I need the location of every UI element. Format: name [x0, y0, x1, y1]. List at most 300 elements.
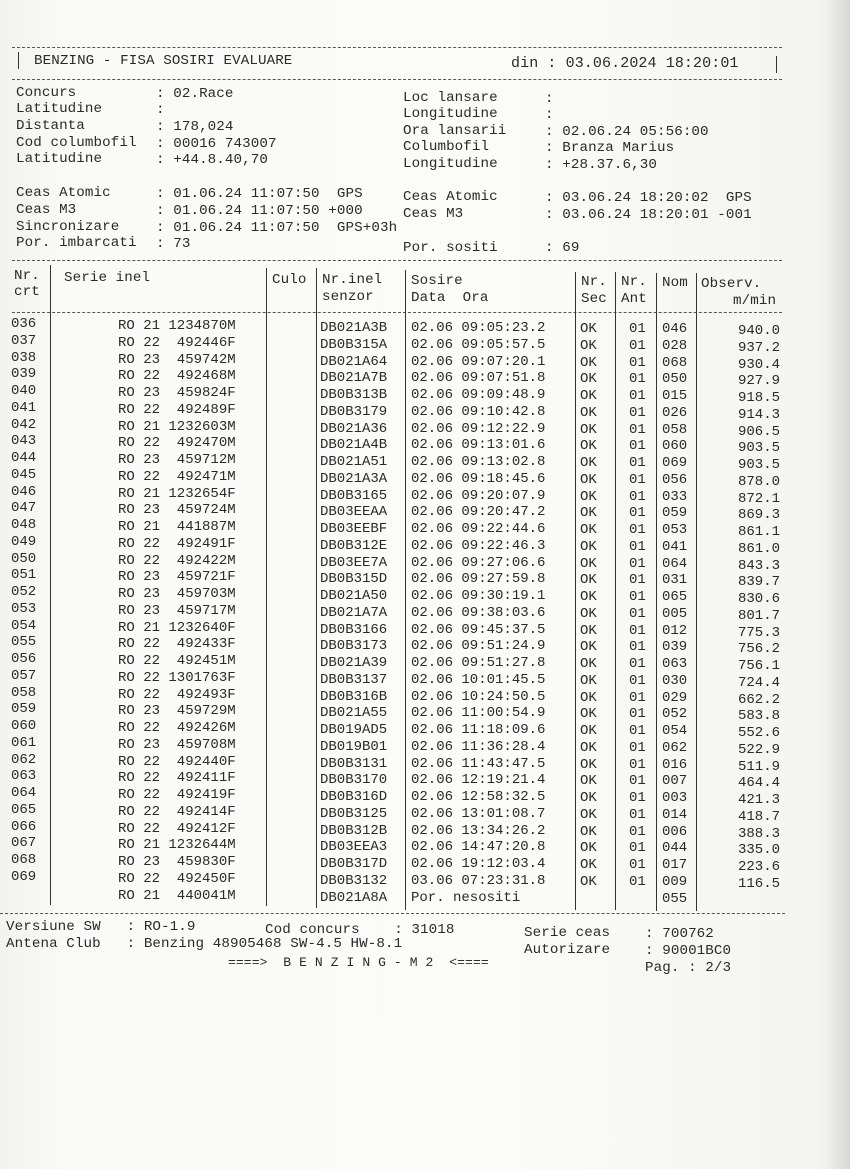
- row-sec: OK: [580, 806, 597, 823]
- row-nom: 063: [662, 656, 688, 672]
- row-ant: 01: [629, 555, 646, 572]
- row-senzor: DB021A39: [320, 655, 388, 671]
- row-ant: 01: [629, 589, 646, 605]
- row-speed: 839.7: [737, 574, 780, 591]
- row-data-ora: 02.06 09:30:19.1: [411, 588, 546, 604]
- row-ant: 01: [629, 421, 646, 438]
- label-ora-lansarii: Ora lansarii: [403, 123, 507, 139]
- row-senzor: DB021A3A: [320, 470, 388, 487]
- row-data-ora: 02.06 13:01:08.7: [411, 805, 546, 822]
- row-nom: 062: [662, 739, 688, 756]
- row-senzor: DB0B3179: [320, 403, 388, 420]
- row-crt: 038: [11, 349, 37, 366]
- row-senzor: DB021A64: [320, 353, 388, 370]
- row-senzor: DB0B316B: [320, 688, 388, 705]
- footer-autorizare-label: Autorizare: [524, 942, 611, 958]
- row-serie-inel: RO 22 492426M: [118, 720, 236, 736]
- footer-page-number: Pag. : 2/3: [645, 960, 732, 976]
- row-ant: 01: [629, 689, 646, 706]
- row-speed: 872.1: [737, 490, 780, 507]
- row-nom: 029: [662, 689, 688, 706]
- row-sec: OK: [580, 639, 597, 656]
- row-serie-inel: RO 21 1232644M: [118, 837, 236, 854]
- label-latitudine: Latitudine: [16, 101, 103, 117]
- row-crt: 044: [11, 450, 37, 466]
- header-nr: Nr.: [14, 268, 40, 284]
- row-speed: 552.6: [737, 725, 780, 741]
- row-ant: 01: [629, 773, 646, 790]
- label-ceas-atomic-sosire: Ceas Atomic: [403, 189, 498, 205]
- row-crt: 054: [11, 617, 37, 634]
- row-senzor: DB03EEAA: [320, 504, 388, 521]
- header-sosire: Sosire: [411, 273, 463, 289]
- label-columbofil: Columbofil: [403, 139, 490, 155]
- row-serie-inel: RO 22 492451M: [118, 653, 236, 669]
- row-crt: 064: [11, 785, 37, 801]
- row-senzor: DB021A55: [320, 705, 388, 722]
- value-concurs: : 02.Race: [156, 86, 234, 102]
- row-crt: 062: [11, 751, 37, 768]
- row-data-ora: Por. nesositi: [411, 889, 521, 906]
- row-nom: 012: [662, 622, 688, 639]
- value-distanta: : 178,024: [156, 119, 234, 135]
- header-culoare: Culo: [272, 272, 307, 288]
- row-data-ora: 02.06 09:09:48.9: [411, 387, 546, 403]
- row-speed: 906.5: [737, 423, 780, 440]
- row-ant: 01: [629, 739, 646, 756]
- row-crt: 058: [11, 684, 37, 701]
- row-ant: 01: [629, 538, 646, 555]
- row-sec: OK: [580, 421, 597, 438]
- row-data-ora: 02.06 10:24:50.5: [411, 688, 546, 705]
- row-data-ora: 02.06 09:38:03.6: [411, 604, 546, 621]
- row-nom: 050: [662, 371, 688, 388]
- row-sec: OK: [580, 471, 597, 488]
- column-sec: [580, 321, 597, 907]
- row-serie-inel: RO 22 492450F: [118, 870, 236, 887]
- row-senzor: DB0B315D: [320, 571, 388, 588]
- row-senzor: DB0B3131: [320, 755, 388, 772]
- row-sec: OK: [580, 723, 597, 739]
- row-senzor: DB021A51: [320, 454, 388, 470]
- row-crt: 065: [11, 801, 37, 818]
- row-data-ora: 02.06 09:13:02.8: [411, 454, 546, 470]
- label-ceas-m3: Ceas M3: [16, 202, 77, 218]
- footer-antena-club: Antena Club : Benzing 48905468 SW-4.5 HW-8.1: [6, 936, 403, 952]
- col-sep-culo: [316, 268, 317, 908]
- row-data-ora: 02.06 11:43:47.5: [411, 755, 546, 772]
- row-crt: 048: [11, 517, 37, 533]
- row-speed: 801.7: [737, 607, 780, 624]
- row-nom: 009: [662, 873, 688, 890]
- row-nom: 052: [662, 706, 688, 723]
- row-speed: 903.5: [737, 440, 780, 457]
- col-sep-ant: [656, 273, 657, 911]
- row-sec: OK: [580, 572, 597, 589]
- row-data-ora: 02.06 11:36:28.4: [411, 738, 546, 755]
- row-speed: 522.9: [737, 741, 780, 758]
- row-ant: 01: [629, 505, 646, 522]
- row-data-ora: 02.06 11:18:09.6: [411, 722, 546, 738]
- row-ant: 01: [629, 706, 646, 723]
- label-latitudine-2: Latitudine: [16, 151, 103, 167]
- row-ant: 01: [629, 404, 646, 421]
- row-data-ora: 02.06 09:20:07.9: [411, 487, 546, 504]
- row-sec: OK: [580, 857, 597, 873]
- row-crt: 069: [11, 868, 37, 885]
- row-speed: 861.1: [737, 524, 780, 540]
- footer-cod-concurs: Cod concurs : 31018: [265, 922, 455, 938]
- row-serie-inel: RO 23 459717M: [118, 602, 236, 619]
- row-sec: OK: [580, 672, 597, 689]
- label-loc-lansare: Loc lansare: [403, 90, 498, 106]
- row-senzor: DB0B3173: [320, 638, 388, 655]
- row-serie-inel: RO 22 492433F: [118, 636, 236, 653]
- row-ant: 01: [629, 371, 646, 388]
- row-speed: 930.4: [737, 356, 780, 373]
- row-serie-inel: RO 22 492489F: [118, 401, 236, 418]
- row-senzor: DB021A36: [320, 420, 388, 437]
- title-bottom-rule: [12, 79, 782, 80]
- row-speed: 775.3: [737, 624, 780, 641]
- row-speed: 927.9: [737, 373, 780, 390]
- row-crt: 039: [11, 366, 37, 383]
- row-speed: 662.2: [737, 691, 780, 708]
- header-m-min: m/min: [733, 293, 777, 309]
- row-crt: 049: [11, 533, 37, 550]
- value-cod-columbofil: : 00016 743007: [156, 136, 277, 152]
- row-serie-inel: RO 23 459708M: [118, 736, 236, 753]
- row-sec: OK: [580, 790, 597, 806]
- title-right-bar: [776, 56, 777, 73]
- row-senzor: DB03EEA3: [320, 839, 388, 856]
- row-speed: 724.4: [737, 674, 780, 691]
- row-crt: 066: [11, 818, 37, 835]
- row-sec: OK: [580, 823, 597, 840]
- row-data-ora: 02.06 09:05:57.5: [411, 336, 546, 353]
- header-observ: Observ.: [701, 276, 762, 292]
- footer-autorizare-value: : 90001BC0: [645, 943, 732, 959]
- row-sec: OK: [580, 404, 597, 421]
- row-nom: 054: [662, 723, 688, 739]
- row-crt: 046: [11, 483, 37, 500]
- value-longitudine: :: [545, 107, 554, 123]
- col-sep-sosire: [575, 272, 576, 910]
- row-nom: 014: [662, 806, 688, 823]
- row-sec: OK: [580, 622, 597, 639]
- row-data-ora: 02.06 14:47:20.8: [411, 839, 546, 856]
- row-senzor: DB0B312B: [320, 822, 388, 839]
- row-serie-inel: RO 23 459724M: [118, 502, 236, 519]
- row-senzor: DB019B01: [320, 738, 388, 755]
- header-sec: Sec: [581, 291, 607, 307]
- row-senzor: DB019AD5: [320, 722, 388, 738]
- row-ant: 01: [629, 438, 646, 455]
- row-data-ora: 02.06 12:19:21.4: [411, 772, 546, 789]
- row-data-ora: 02.06 09:51:24.9: [411, 638, 546, 655]
- row-ant: 01: [629, 656, 646, 672]
- row-serie-inel: RO 22 492468M: [118, 368, 236, 385]
- row-speed: 903.5: [737, 457, 780, 473]
- row-sec: OK: [580, 388, 597, 404]
- row-crt: 055: [11, 634, 37, 651]
- row-senzor: DB0B3170: [320, 772, 388, 789]
- row-sec: OK: [580, 438, 597, 455]
- row-sec: OK: [580, 371, 597, 388]
- row-serie-inel: RO 21 441887M: [118, 519, 236, 535]
- row-ant: 01: [629, 488, 646, 505]
- row-senzor: DB0B3132: [320, 872, 388, 889]
- row-speed: 914.3: [737, 406, 780, 423]
- row-serie-inel: RO 23 459742M: [118, 351, 236, 368]
- title-top-rule: [12, 47, 782, 48]
- row-nom: 069: [662, 455, 688, 471]
- column-ant: [629, 321, 646, 907]
- label-longitudine-2: Longitudine: [403, 156, 498, 172]
- title-left-bar: [18, 52, 19, 69]
- row-crt: 047: [11, 500, 37, 517]
- row-nom: 006: [662, 823, 688, 840]
- row-nom: 046: [662, 321, 688, 337]
- label-por-sositi: Por. sositi: [403, 240, 498, 256]
- value-ora-lansarii: : 02.06.24 05:56:00: [545, 124, 709, 140]
- row-speed: 464.4: [737, 775, 780, 792]
- col-sep-crt: [50, 265, 51, 905]
- row-ant: 01: [629, 790, 646, 806]
- column-speed: [700, 323, 780, 909]
- row-ant: 01: [629, 455, 646, 471]
- row-speed: 940.0: [737, 323, 780, 339]
- row-data-ora: 02.06 10:01:45.5: [411, 671, 546, 688]
- row-crt: 051: [11, 567, 37, 584]
- row-senzor: DB021A50: [320, 588, 388, 604]
- row-serie-inel: RO 22 492493F: [118, 686, 236, 703]
- row-nom: 044: [662, 840, 688, 857]
- row-sec: OK: [580, 538, 597, 555]
- row-sec: [580, 891, 597, 908]
- row-nom: 017: [662, 857, 688, 873]
- row-nom: 058: [662, 421, 688, 438]
- column-crt: [11, 316, 36, 902]
- row-ant: [629, 891, 646, 908]
- row-ant: 01: [629, 806, 646, 823]
- row-speed: 511.9: [737, 758, 780, 775]
- row-senzor: DB021A7B: [320, 370, 388, 387]
- row-speed: 756.1: [737, 658, 780, 674]
- row-sec: OK: [580, 706, 597, 723]
- row-nom: 003: [662, 790, 688, 806]
- value-sincronizare: : 01.06.24 11:07:50 GPS+03h: [156, 220, 398, 236]
- row-speed: 869.3: [737, 507, 780, 524]
- row-ant: 01: [629, 823, 646, 840]
- row-senzor: DB0B313B: [320, 387, 388, 403]
- row-serie-inel: RO 21 1234870M: [118, 318, 236, 334]
- row-crt: 057: [11, 667, 37, 684]
- row-ant: 01: [629, 723, 646, 739]
- row-crt: 043: [11, 433, 37, 450]
- row-speed: 861.0: [737, 540, 780, 557]
- row-serie-inel: RO 23 459830F: [118, 854, 236, 870]
- row-serie-inel: RO 21 1232603M: [118, 418, 236, 435]
- row-crt: 067: [11, 835, 37, 852]
- value-ceas-m3-sosire: : 03.06.24 18:20:01 -001: [545, 207, 752, 223]
- row-ant: 01: [629, 672, 646, 689]
- row-senzor: DB0B315A: [320, 336, 388, 353]
- row-sec: OK: [580, 455, 597, 471]
- report-title: BENZING - FISA SOSIRI EVALUARE: [34, 53, 293, 69]
- label-distanta: Distanta: [16, 118, 85, 134]
- header-nom: Nom: [662, 275, 688, 291]
- row-serie-inel: RO 21 440041M: [118, 887, 236, 904]
- row-sec: OK: [580, 337, 597, 354]
- header-nr-ant: Nr.: [621, 274, 647, 290]
- header-senzor: senzor: [322, 289, 374, 305]
- row-ant: 01: [629, 873, 646, 890]
- row-senzor: DB0B3166: [320, 621, 388, 638]
- row-senzor: DB0B3125: [320, 805, 388, 822]
- row-ant: 01: [629, 388, 646, 404]
- row-ant: 01: [629, 337, 646, 354]
- header-ant: Ant: [621, 291, 647, 307]
- page-edge-shadow: [824, 0, 850, 1169]
- row-nom: 030: [662, 672, 688, 689]
- row-sec: OK: [580, 756, 597, 773]
- row-senzor: DB021A3B: [320, 320, 388, 336]
- row-crt: 052: [11, 584, 37, 600]
- label-longitudine: Longitudine: [403, 106, 498, 122]
- label-cod-columbofil: Cod columbofil: [16, 135, 137, 151]
- col-sep-nom: [696, 273, 697, 911]
- row-serie-inel: RO 22 492419F: [118, 787, 236, 803]
- row-crt: 041: [11, 399, 37, 416]
- row-serie-inel: RO 22 492422M: [118, 552, 236, 569]
- row-data-ora: 02.06 09:27:06.6: [411, 554, 546, 571]
- row-serie-inel: RO 23 459703M: [118, 586, 236, 602]
- row-data-ora: 02.06 09:12:22.9: [411, 420, 546, 437]
- row-nom: 028: [662, 337, 688, 354]
- row-crt: 061: [11, 734, 37, 751]
- row-speed: 335.0: [737, 842, 780, 859]
- row-crt: 063: [11, 768, 37, 785]
- row-speed: 918.5: [737, 390, 780, 406]
- row-crt: 045: [11, 466, 37, 483]
- row-serie-inel: RO 22 492411F: [118, 770, 236, 787]
- value-ceas-atomic: : 01.06.24 11:07:50 GPS: [156, 186, 363, 202]
- footer-versiune: Versiune SW : RO-1.9: [6, 919, 196, 935]
- row-data-ora: 02.06 11:00:54.9: [411, 705, 546, 722]
- row-senzor: DB03EEBF: [320, 521, 388, 537]
- footer-benzing-banner: ====> B E N Z I N G - M 2 <====: [228, 955, 489, 970]
- row-sec: OK: [580, 605, 597, 622]
- header-crt: crt: [14, 284, 40, 300]
- row-nom: 007: [662, 773, 688, 790]
- report-date: din : 03.06.2024 18:20:01: [511, 55, 739, 72]
- row-sec: OK: [580, 739, 597, 756]
- row-crt: 042: [11, 416, 37, 433]
- row-serie-inel: RO 23 459729M: [118, 703, 236, 720]
- row-speed: 583.8: [737, 708, 780, 725]
- value-ceas-atomic-sosire: : 03.06.24 18:20:02 GPS: [545, 190, 752, 206]
- table-header-rule: [12, 312, 782, 313]
- row-speed: 388.3: [737, 825, 780, 842]
- row-serie-inel: RO 22 492446F: [118, 334, 236, 351]
- row-nom: 015: [662, 388, 688, 404]
- value-por-sositi: : 69: [545, 240, 580, 256]
- row-crt: 050: [11, 550, 37, 567]
- row-nom: 053: [662, 522, 688, 538]
- row-speed: 418.7: [737, 808, 780, 825]
- row-ant: 01: [629, 756, 646, 773]
- row-serie-inel: RO 23 459721F: [118, 569, 236, 586]
- row-data-ora: 02.06 09:22:46.3: [411, 537, 546, 554]
- label-por-imbarcati: Por. imbarcati: [16, 235, 137, 251]
- row-serie-inel: RO 22 1301763F: [118, 669, 236, 686]
- row-data-ora: 02.06 09:05:23.2: [411, 320, 546, 336]
- row-nom: 026: [662, 404, 688, 421]
- col-sep-serie: [266, 268, 267, 906]
- row-sec: OK: [580, 589, 597, 605]
- row-senzor: DB03EE7A: [320, 554, 388, 571]
- label-ceas-atomic: Ceas Atomic: [16, 185, 111, 201]
- row-nom: 031: [662, 572, 688, 589]
- row-senzor: DB0B3165: [320, 487, 388, 504]
- row-data-ora: 02.06 09:18:45.6: [411, 470, 546, 487]
- row-speed: 756.2: [737, 641, 780, 658]
- label-ceas-m3-sosire: Ceas M3: [403, 206, 464, 222]
- column-senzor: [320, 320, 387, 906]
- row-nom: 056: [662, 471, 688, 488]
- row-crt: 040: [11, 383, 37, 399]
- row-data-ora: 02.06 12:58:32.5: [411, 789, 546, 805]
- row-nom: 055: [662, 890, 688, 907]
- row-crt: 053: [11, 600, 37, 617]
- row-nom: 068: [662, 354, 688, 371]
- row-speed: 421.3: [737, 792, 780, 808]
- row-nom: 060: [662, 438, 688, 455]
- row-ant: 01: [629, 857, 646, 873]
- row-sec: OK: [580, 505, 597, 522]
- label-sincronizare: Sincronizare: [16, 219, 120, 235]
- row-crt: 068: [11, 852, 37, 868]
- row-crt: 036: [11, 316, 37, 332]
- row-sec: OK: [580, 840, 597, 857]
- row-senzor: DB021A7A: [320, 604, 388, 621]
- row-sec: OK: [580, 873, 597, 890]
- col-sep-senzor: [405, 270, 406, 910]
- table-top-rule: [12, 260, 782, 261]
- row-nom: 059: [662, 505, 688, 522]
- footer-serie-ceas-label: Serie ceas: [524, 925, 611, 941]
- header-serie-inel: Serie inel: [64, 270, 151, 286]
- row-data-ora: 03.06 07:23:31.8: [411, 872, 546, 889]
- value-longitudine-2: : +28.37.6,30: [545, 157, 657, 173]
- row-sec: OK: [580, 689, 597, 706]
- row-senzor: DB021A8A: [320, 889, 388, 906]
- row-ant: 01: [629, 840, 646, 857]
- row-ant: 01: [629, 572, 646, 589]
- row-nom: 005: [662, 605, 688, 622]
- row-nom: 016: [662, 756, 688, 773]
- row-crt: 060: [11, 718, 37, 734]
- row-speed: 830.6: [737, 591, 780, 607]
- row-sec: OK: [580, 555, 597, 572]
- header-nr-sec: Nr.: [581, 274, 607, 290]
- row-sec: OK: [580, 488, 597, 505]
- row-sec: OK: [580, 321, 597, 337]
- row-ant: 01: [629, 639, 646, 656]
- column-serie-inel: [118, 318, 236, 904]
- row-nom: 033: [662, 488, 688, 505]
